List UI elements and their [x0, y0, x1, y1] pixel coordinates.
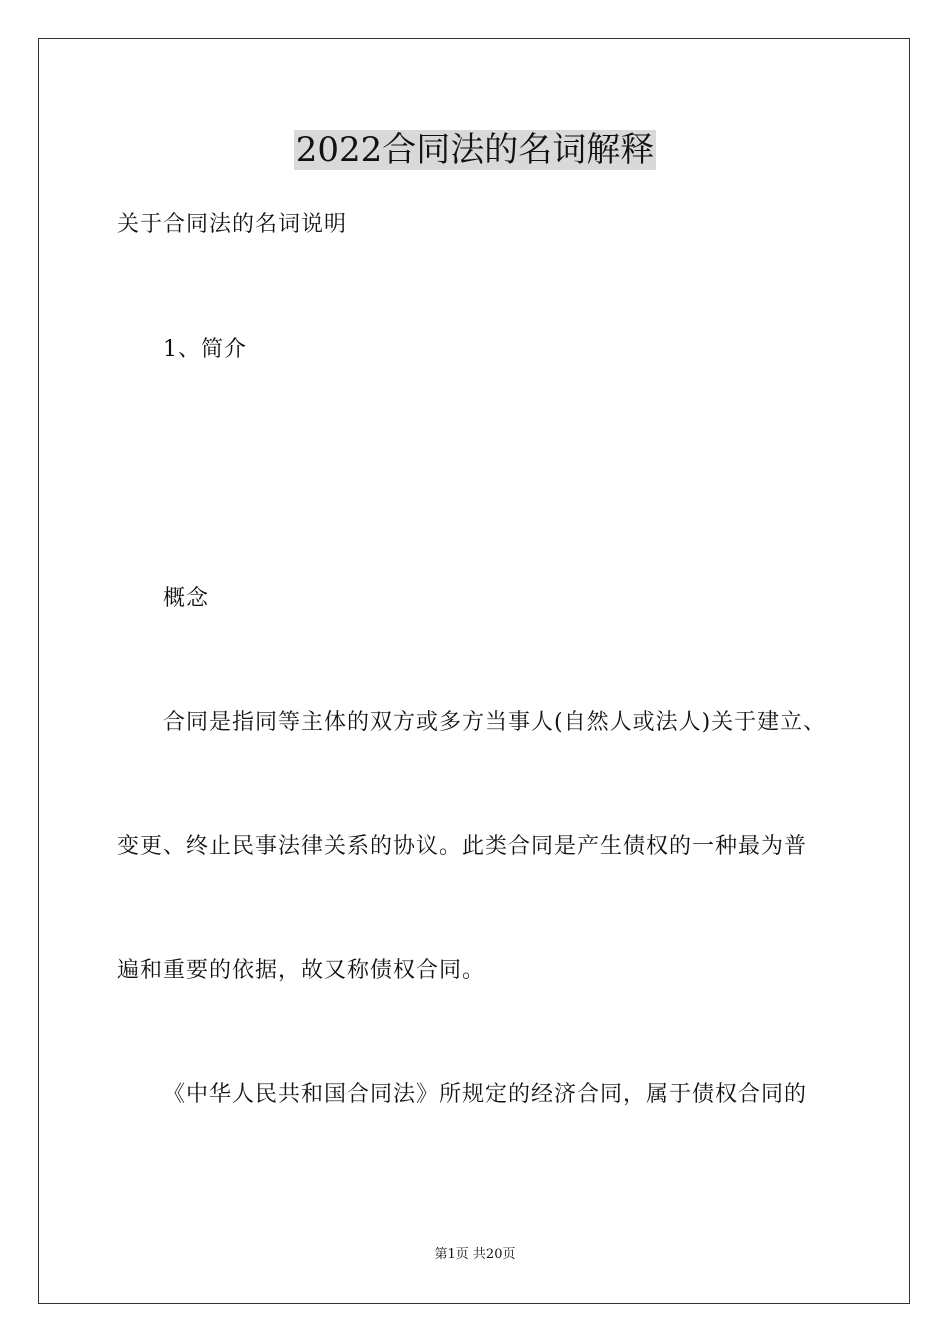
paragraph-line: 遍和重要的依据，故又称债权合同。 [117, 958, 486, 983]
section-heading: 1、简介 [163, 337, 247, 362]
paragraph-line: 《中华人民共和国合同法》所规定的经济合同，属于债权合同的 [163, 1082, 808, 1107]
document-subtitle: 关于合同法的名词说明 [117, 212, 348, 237]
page-footer: 第1页 共20页 [434, 1247, 516, 1262]
paragraph-line: 变更、终止民事法律关系的协议。此类合同是产生债权的一种最为普 [117, 834, 808, 859]
paragraph-line: 合同是指同等主体的双方或多方当事人(自然人或法人)关于建立、 [163, 710, 827, 735]
document-title: 2022合同法的名词解释 [295, 130, 655, 170]
subheading-concept: 概念 [163, 586, 210, 611]
